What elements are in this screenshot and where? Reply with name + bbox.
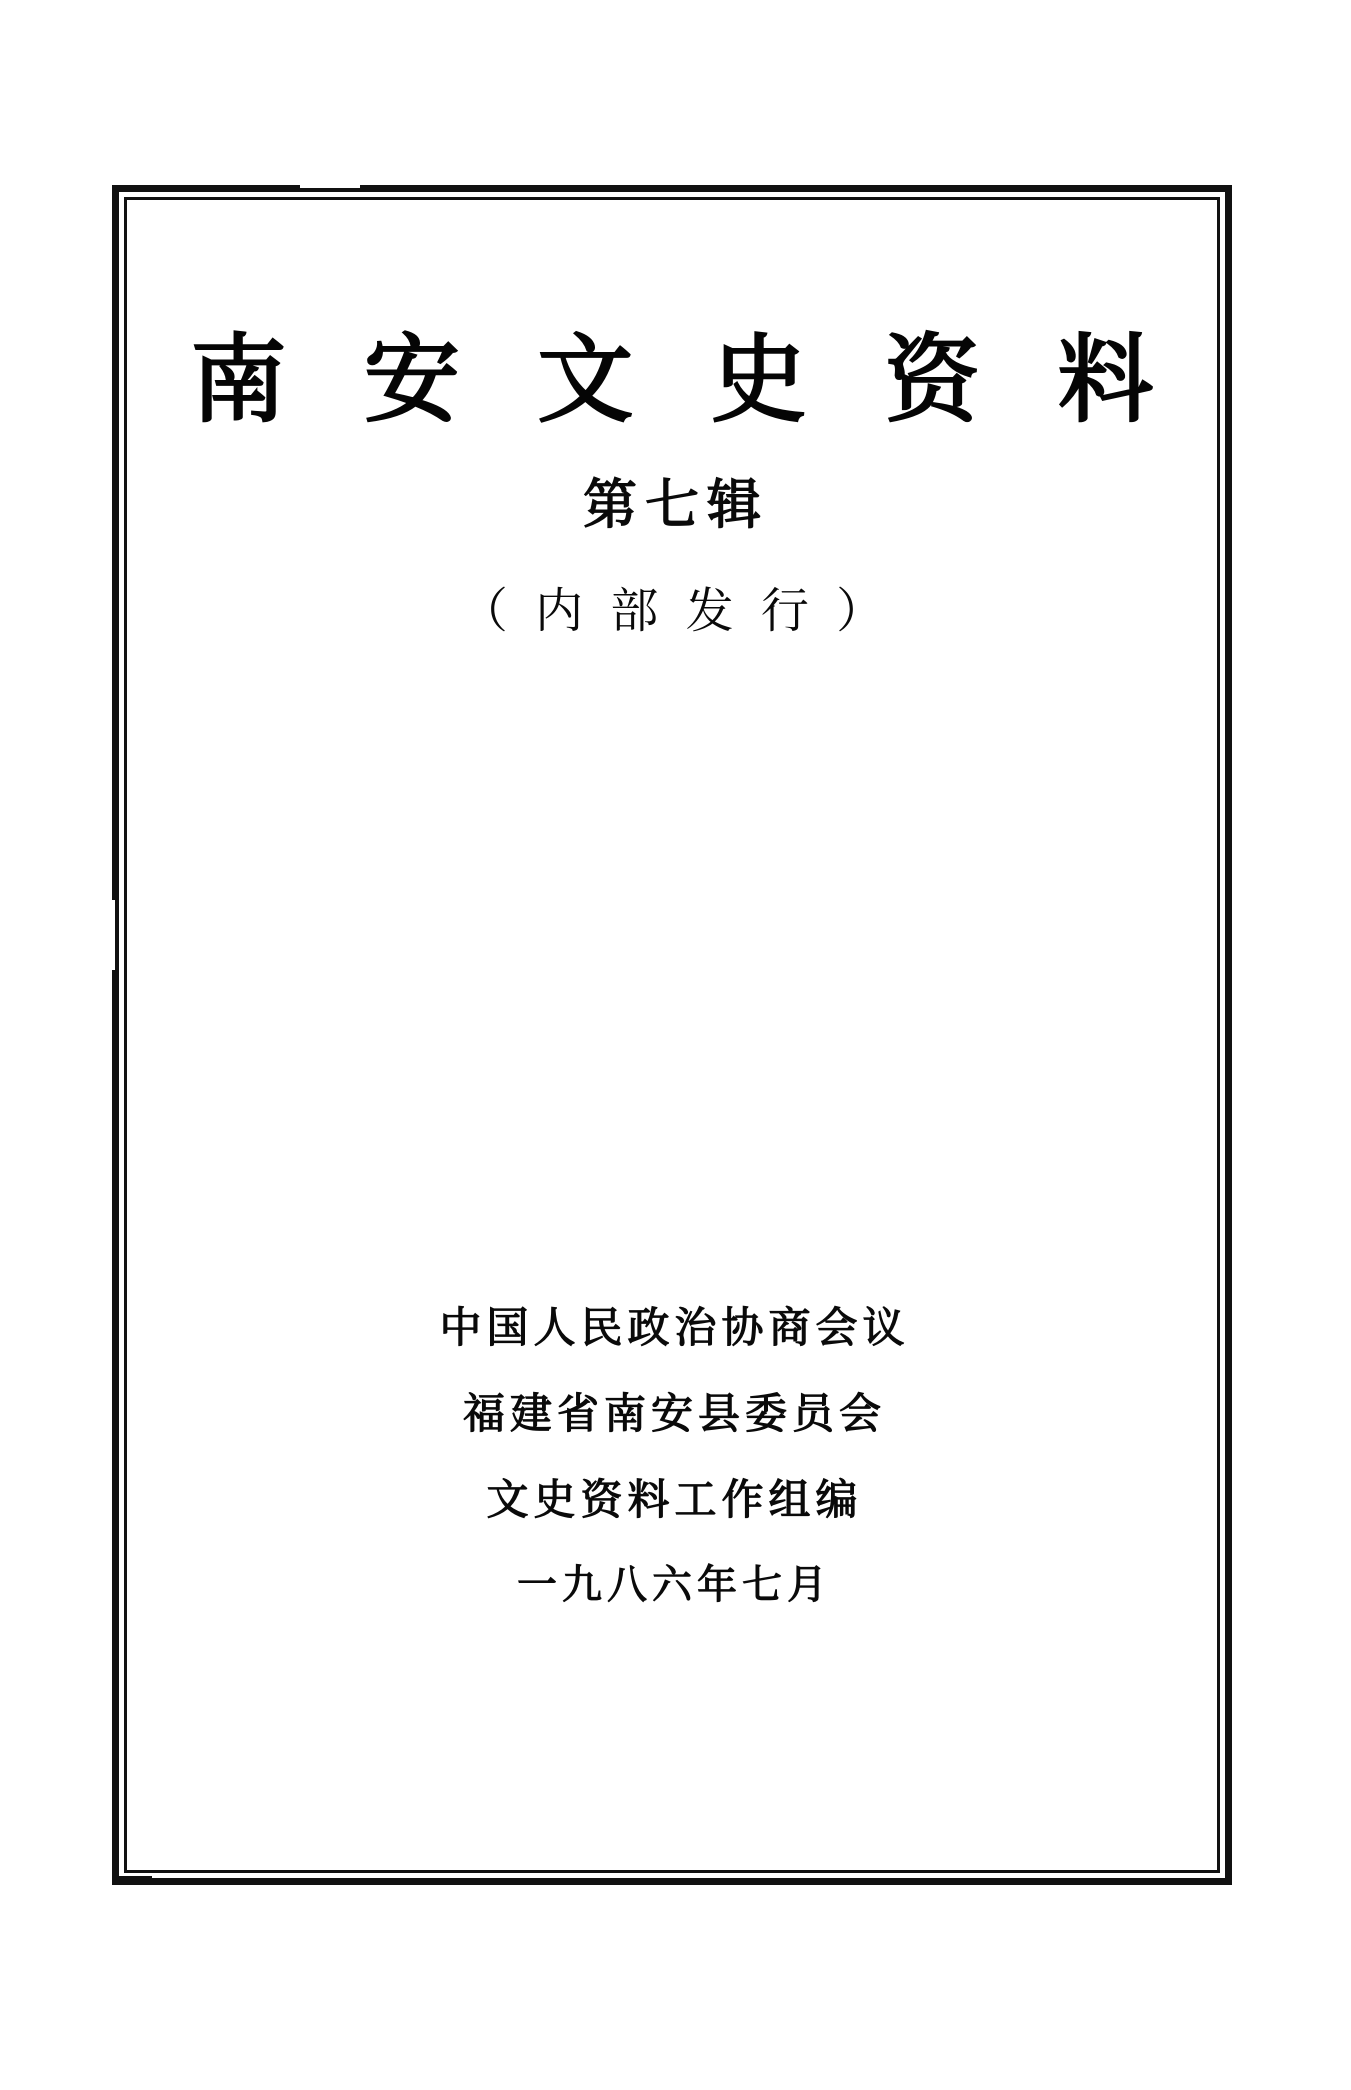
- border-nick-left: [112, 900, 115, 970]
- publisher-line-2: 福建省南安县委员会: [462, 1389, 886, 1438]
- border-nick-top: [300, 185, 360, 188]
- volume-label: 第七辑: [583, 472, 769, 536]
- page-title: 南 安 文 史 资 料: [190, 323, 1176, 436]
- border-blot-right: [1226, 700, 1232, 820]
- publisher-block: [124, 1303, 1220, 1608]
- border-blot-bottom-left: [112, 1876, 152, 1885]
- publisher-line-3: 文史资料工作组编: [486, 1475, 863, 1524]
- publisher-line-1: 中国人民政治协商会议: [439, 1303, 910, 1352]
- cover-content: [124, 197, 1220, 1873]
- distribution-note: （ 内 部 发 行 ）: [459, 583, 891, 639]
- publication-date: 一九八六年七月: [517, 1561, 832, 1608]
